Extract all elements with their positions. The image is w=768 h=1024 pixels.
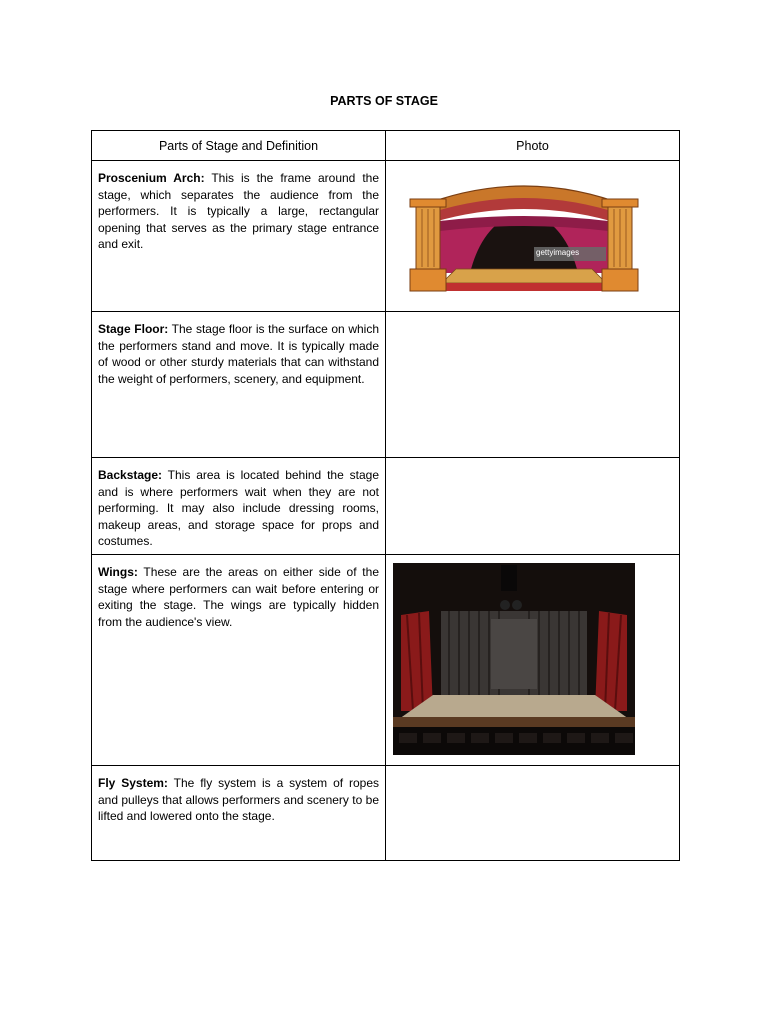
term-label: Stage Floor:	[98, 322, 169, 336]
definition-fly-system	[92, 766, 385, 825]
theater-stage-photo	[393, 563, 635, 755]
definition-text: This is the frame around the stage, which separates the audience from the performers. It is typically a large, rectangular opening that serves as the primary stage entrance and exit.	[98, 171, 380, 251]
definition-proscenium-arch	[92, 161, 385, 253]
table-row	[92, 161, 680, 312]
table-header-row	[92, 131, 680, 161]
definition-text: The stage floor is the surface on which the performers stand and move. It is typically made of wood or other sturdy materials that can withstand the weight of performers, scenery, and equipment.	[98, 322, 379, 386]
header-definition: Parts of Stage and Definition	[92, 131, 386, 161]
term-label: Proscenium Arch:	[98, 171, 205, 185]
empty-photo-cell	[386, 458, 680, 555]
definition-backstage	[92, 458, 385, 550]
empty-photo-cell	[386, 766, 680, 861]
header-photo: Photo	[386, 131, 680, 161]
page-title: PARTS OF STAGE	[330, 94, 438, 108]
table-row	[92, 766, 680, 861]
parts-of-stage-table	[91, 130, 680, 861]
table-row	[92, 458, 680, 555]
definition-text: This area is located behind the stage and is where performers wait when they are not performing. It may also include dressing rooms, makeup areas, and storage space for props and costumes.	[98, 468, 379, 548]
term-label: Fly System:	[98, 776, 168, 790]
empty-photo-cell	[386, 312, 680, 458]
definition-wings	[92, 555, 385, 630]
definition-stage-floor	[92, 312, 385, 387]
proscenium-arch-image	[406, 181, 642, 299]
table-row	[92, 555, 680, 766]
definition-text: The fly system is a system of ropes and pulleys that allows performers and scenery to be lifted and lowered onto the stage.	[98, 776, 379, 823]
term-label: Backstage:	[98, 468, 163, 482]
definition-text: These are the areas on either side of the stage where performers can wait before entering or exiting the stage. The wings are typically hidden from the audience's view.	[98, 565, 379, 629]
watermark-text: gettyimages	[536, 248, 580, 257]
term-label: Wings:	[98, 565, 138, 579]
table-row	[92, 312, 680, 458]
